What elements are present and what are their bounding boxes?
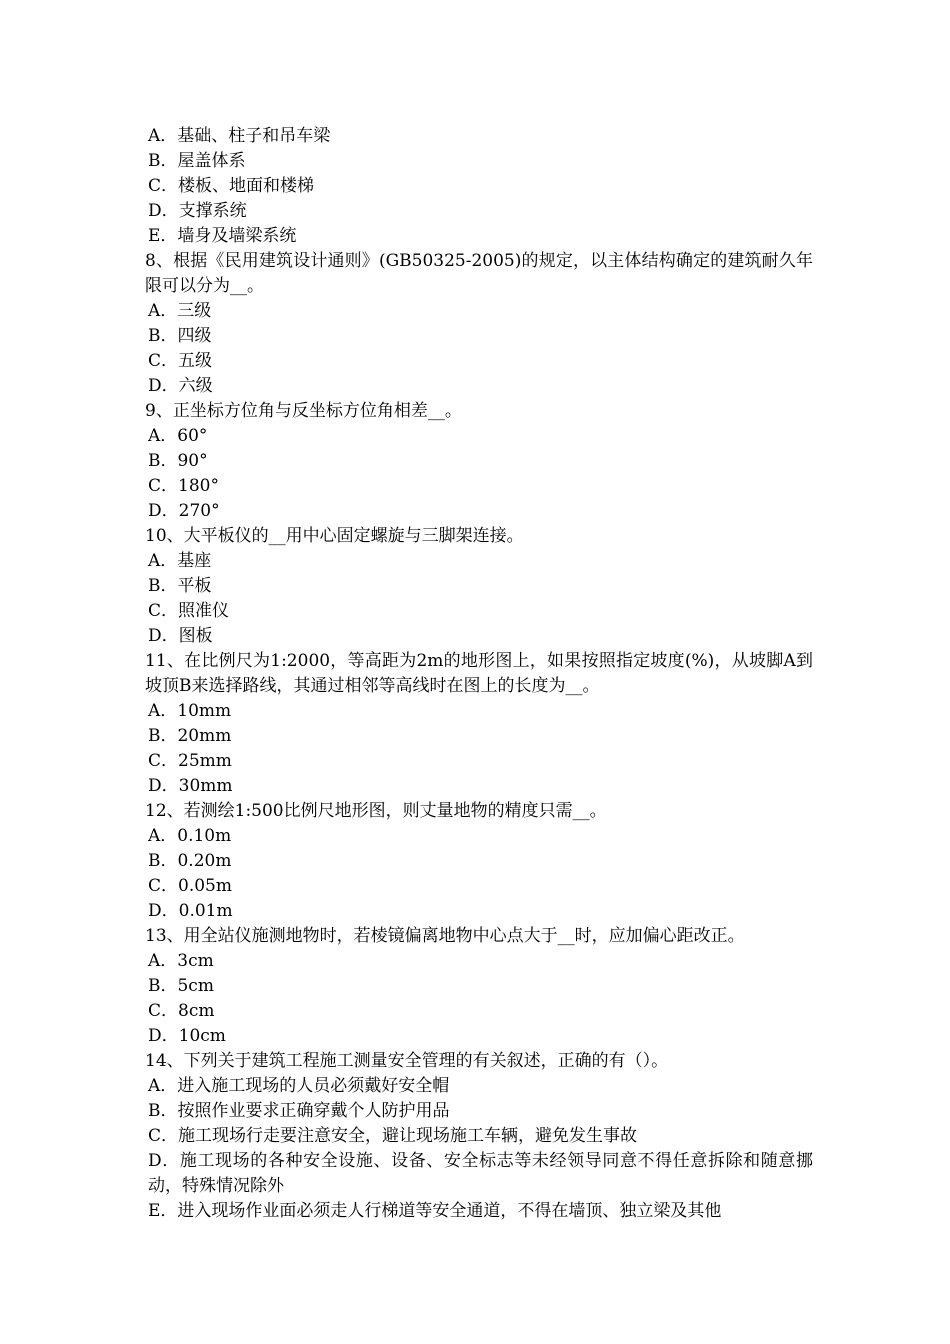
option-text: D．10cm (148, 1026, 226, 1046)
option-text: B．5cm (148, 976, 214, 996)
option-text: A．0.10m (148, 826, 232, 846)
option-text: D．六级 (148, 376, 213, 396)
option-text: B．90° (148, 451, 208, 471)
option-text: D．图板 (148, 626, 213, 646)
option-text: B．0.20m (148, 851, 232, 871)
option-text: D．30mm (148, 776, 233, 796)
option-text: B．四级 (148, 326, 212, 346)
option-text: B．20mm (148, 726, 232, 746)
question-text: 12、若测绘1:500比例尺地形图，则丈量地物的精度只需__。 (145, 801, 607, 821)
option-text: C．8cm (148, 1001, 215, 1021)
question-text: 11、在比例尺为1:2000，等高距为2m的地形图上，如果按照指定坡度(%)，从坡脚A到坡顶B来选择路线，其通过相邻等高线时在图上的长度为__。 (145, 651, 813, 696)
option-text: B．屋盖体系 (148, 151, 246, 171)
option-text: A．基座 (148, 551, 212, 571)
option-text: A．基础、柱子和吊车梁 (148, 126, 331, 146)
option-text: A．60° (148, 426, 208, 446)
option-text: D．施工现场的各种安全设施、设备、安全标志等未经领导同意不得任意拆除和随意挪动，特殊情况除外 (148, 1151, 813, 1196)
option-text: D．0.01m (148, 901, 233, 921)
option-text: C．照准仪 (148, 601, 230, 621)
document-page (145, 124, 813, 1224)
question-text: 8、根据《民用建筑设计通则》(GB50325-2005)的规定，以主体结构确定的建筑耐久年限可以分为__。 (145, 251, 813, 296)
option-text: E．进入现场作业面必须走人行梯道等安全通道，不得在墙顶、独立梁及其他 (148, 1201, 722, 1221)
option-text: C．五级 (148, 351, 213, 371)
option-text: C．楼板、地面和楼梯 (148, 176, 315, 196)
option-text: C．施工现场行走要注意安全，避让现场施工车辆，避免发生事故 (148, 1126, 638, 1146)
option-text: C．25mm (148, 751, 232, 771)
option-text: A．3cm (148, 951, 214, 971)
option-text: C．0.05m (148, 876, 232, 896)
option-text: A．三级 (148, 301, 212, 321)
question-text: 14、下列关于建筑工程施工测量安全管理的有关叙述，正确的有（）。 (145, 1051, 669, 1071)
option-text: A．10mm (148, 701, 232, 721)
question-text: 10、大平板仪的__用中心固定螺旋与三脚架连接。 (145, 526, 524, 546)
option-text: B．按照作业要求正确穿戴个人防护用品 (148, 1101, 450, 1121)
option-text: C．180° (148, 476, 219, 496)
option-text: A．进入施工现场的人员必须戴好安全帽 (148, 1076, 450, 1096)
option-text: E．墙身及墙梁系统 (148, 226, 297, 246)
option-text: B．平板 (148, 576, 212, 596)
option-text: D．支撑系统 (148, 201, 247, 221)
question-text: 13、用全站仪施测地物时，若棱镜偏离地物中心点大于__时，应加偏心距改正。 (145, 926, 745, 946)
question-text: 9、正坐标方位角与反坐标方位角相差__。 (145, 401, 462, 421)
option-text: D．270° (148, 501, 220, 521)
